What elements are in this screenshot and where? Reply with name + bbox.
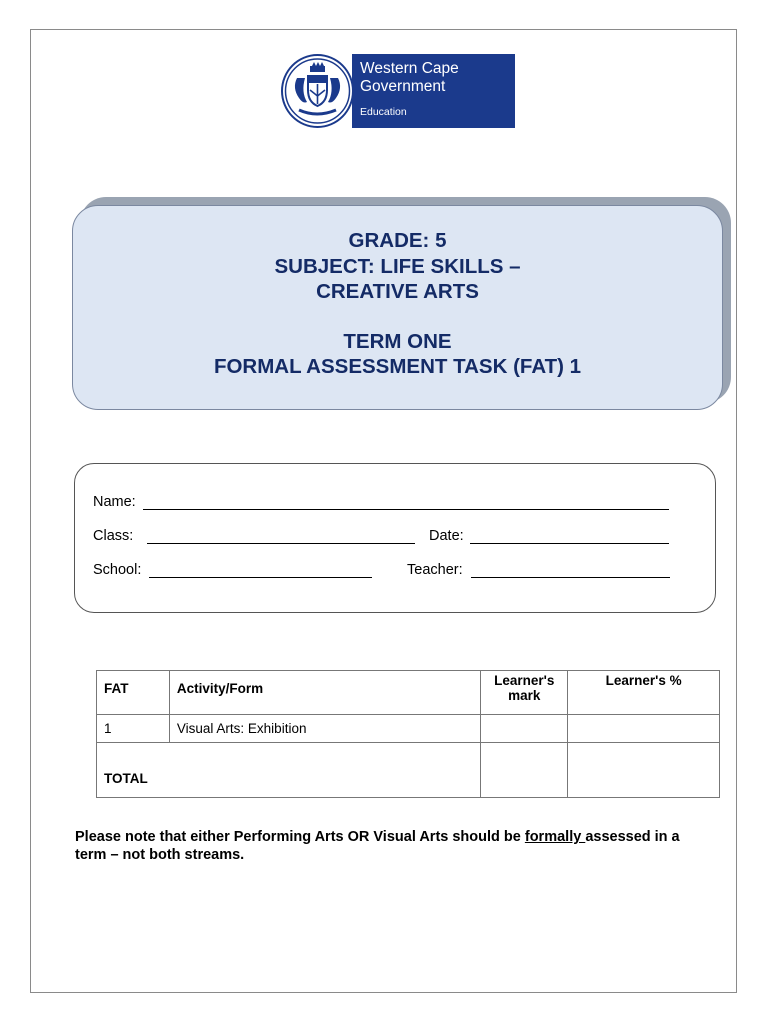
- teacher-label: Teacher:: [407, 562, 463, 578]
- total-mark-field[interactable]: [481, 743, 568, 798]
- total-label: TOTAL: [97, 743, 481, 798]
- teacher-field[interactable]: [471, 577, 670, 578]
- term-title: TERM ONE: [343, 330, 452, 353]
- school-label: School:: [93, 562, 142, 578]
- name-label: Name:: [93, 494, 136, 510]
- school-field[interactable]: [149, 577, 372, 578]
- row-activity: Visual Arts: Exhibition: [169, 715, 480, 743]
- logo-band: [352, 54, 515, 128]
- note-text-end: assessed in a term – not both streams.: [75, 829, 680, 863]
- header-learner-mark: Learner's mark: [481, 671, 568, 715]
- western-cape-government-logo: [281, 54, 515, 128]
- task-title: FORMAL ASSESSMENT TASK (FAT) 1: [213, 355, 582, 378]
- logo-title: Western Cape Government: [360, 60, 459, 95]
- header-learner-percent: Learner's %: [568, 671, 720, 715]
- row-mark-field[interactable]: [481, 715, 568, 743]
- table-row: [97, 715, 720, 743]
- subject-title: SUBJECT: LIFE SKILLS –: [274, 255, 521, 278]
- header-activity: Activity/Form: [169, 671, 480, 715]
- date-label: Date:: [429, 528, 464, 544]
- row-percent-field[interactable]: [568, 715, 720, 743]
- subject-title-continued: CREATIVE ARTS: [316, 280, 479, 303]
- coat-of-arms-icon: [281, 54, 354, 128]
- grade-title: GRADE: 5: [348, 229, 447, 252]
- total-row: [97, 743, 720, 798]
- note-underlined-word: formally: [524, 829, 586, 845]
- learner-details-box: [74, 463, 716, 613]
- header-fat: FAT: [97, 671, 170, 715]
- note-text: Please note that either Performing Arts OR Visual Arts should be: [75, 829, 525, 845]
- date-field[interactable]: [470, 543, 669, 544]
- assessment-note: [75, 828, 715, 864]
- marks-table: [96, 670, 720, 798]
- class-label: Class:: [93, 528, 134, 544]
- name-field[interactable]: [143, 509, 669, 510]
- logo-subtitle: Education: [360, 106, 407, 118]
- title-panel: [72, 205, 723, 410]
- table-header-row: [97, 671, 720, 715]
- row-fat: 1: [97, 715, 170, 743]
- class-field[interactable]: [147, 543, 415, 544]
- total-percent-field[interactable]: [568, 743, 720, 798]
